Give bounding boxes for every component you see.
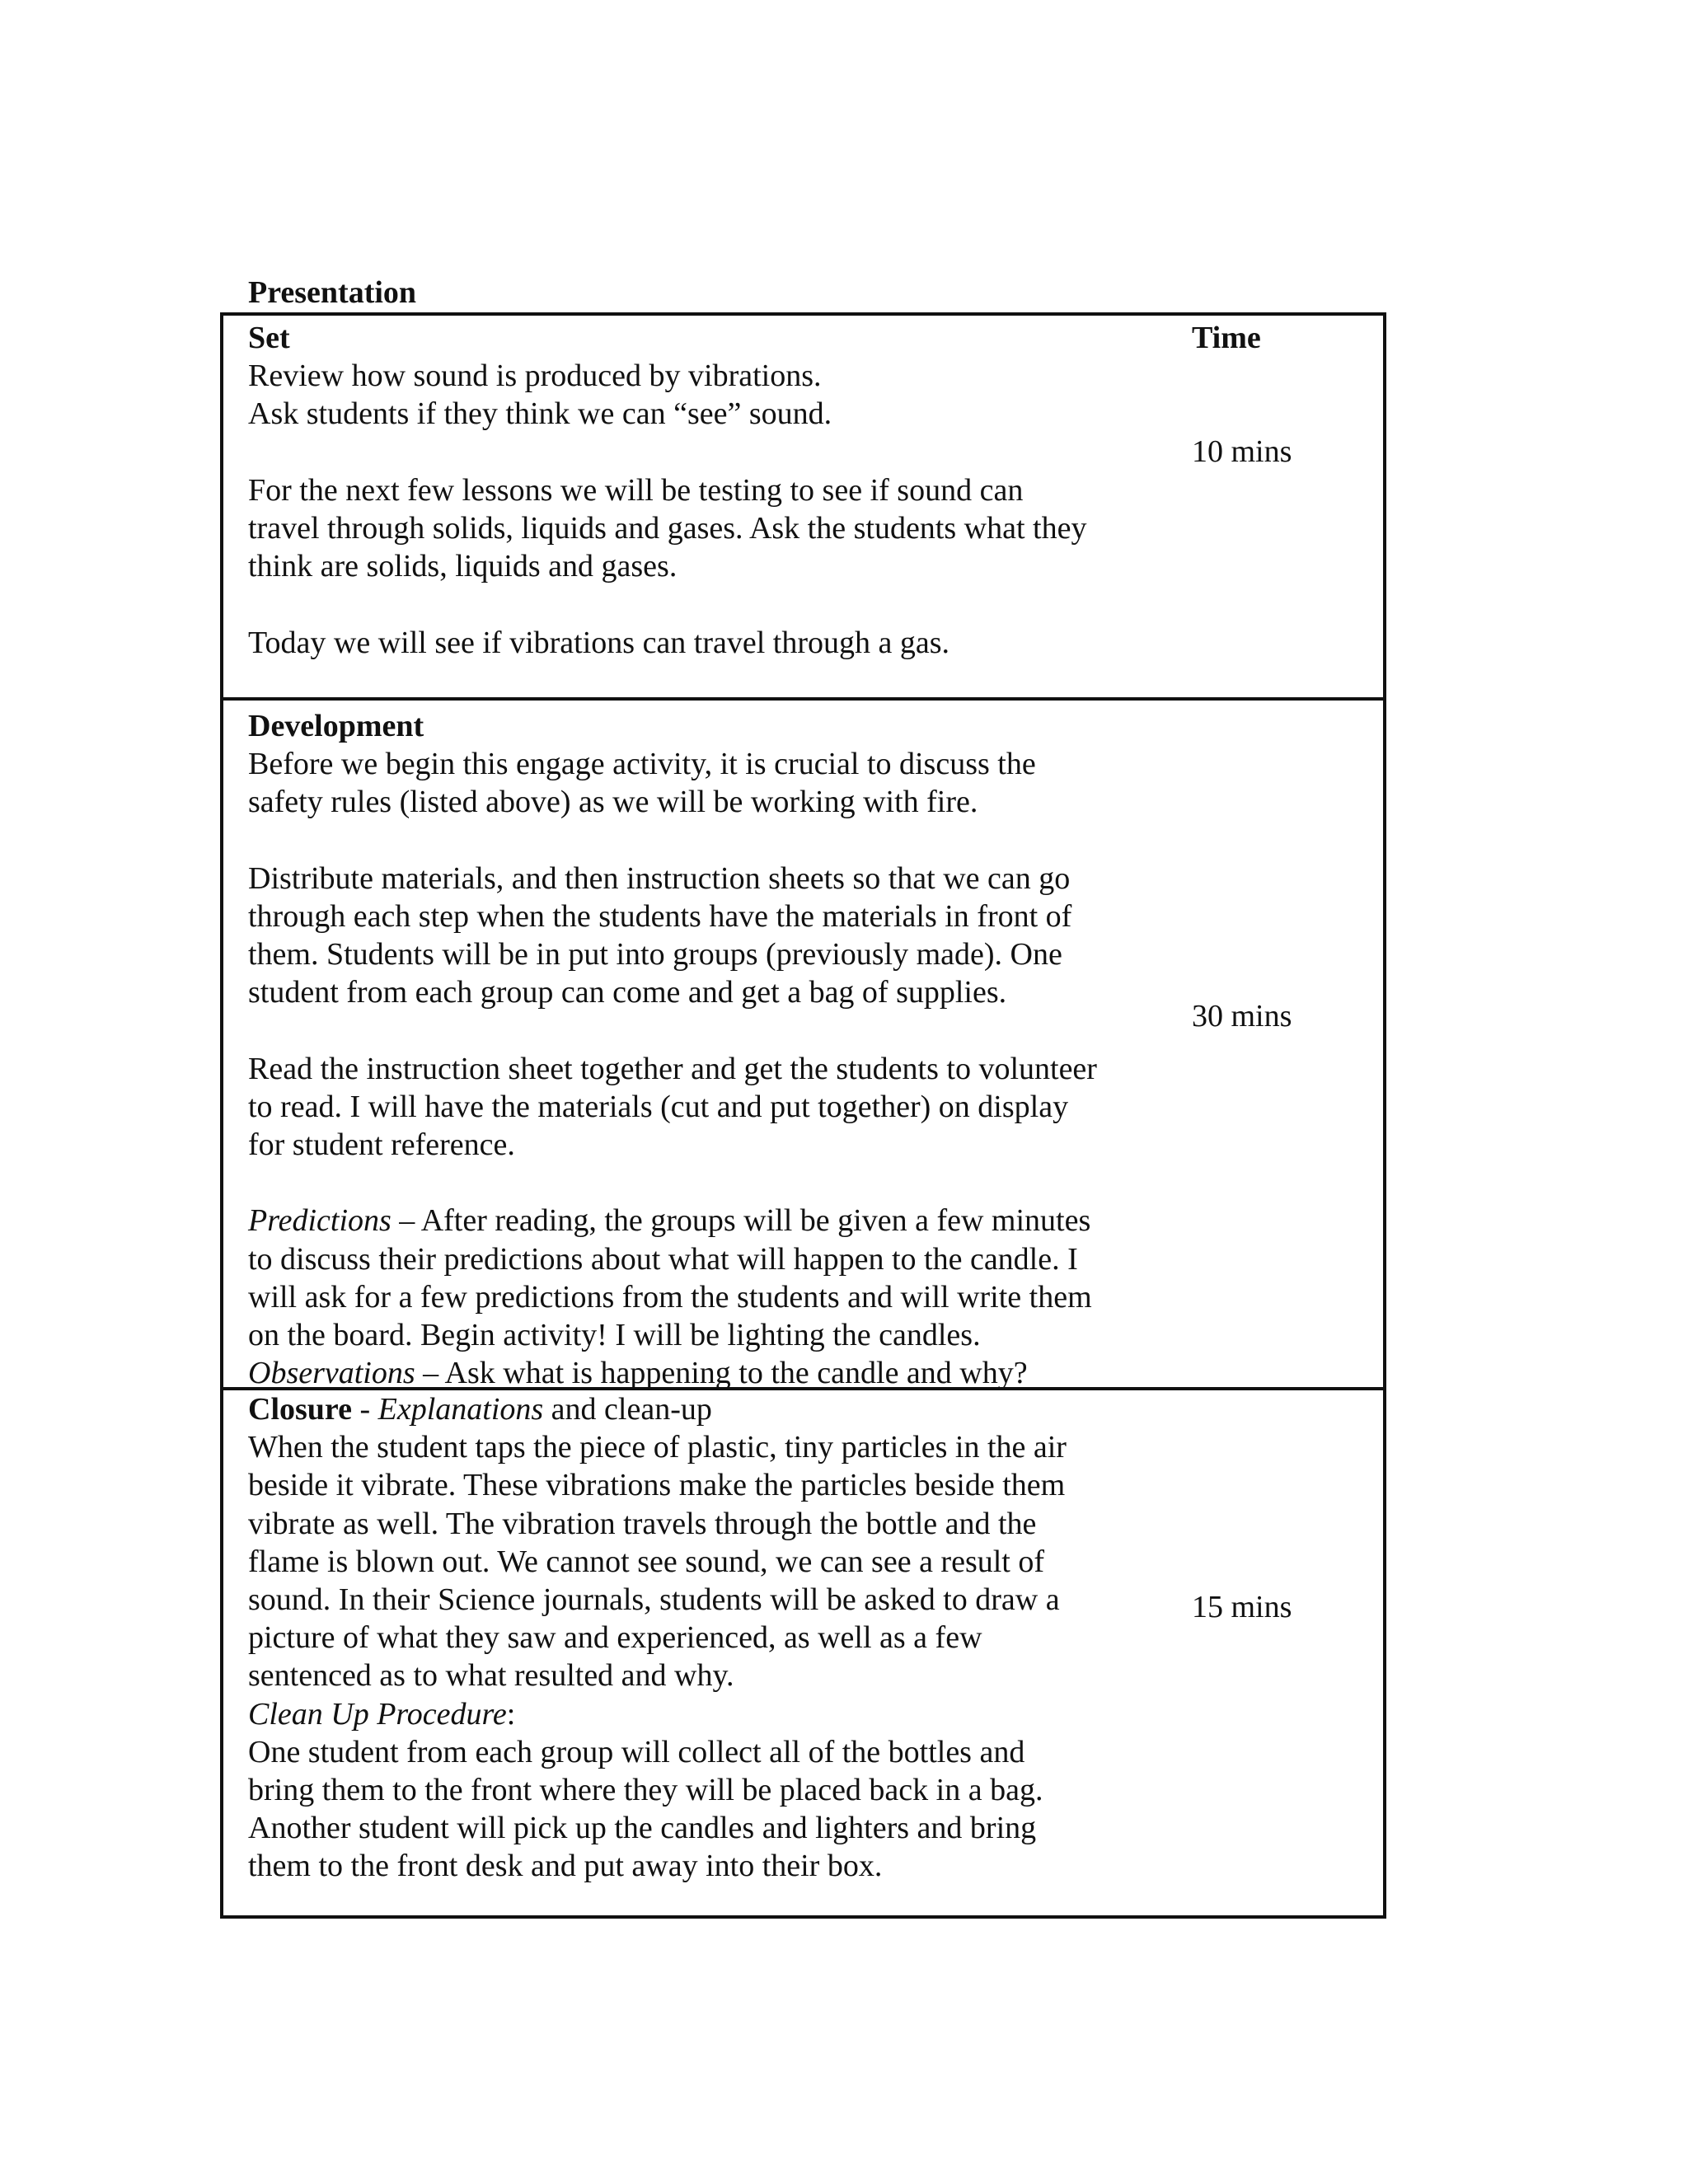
set-time: 10 mins — [1192, 434, 1292, 469]
text-line: sound. In their Science journals, students will be asked to draw a — [248, 1582, 1060, 1617]
text-line: on the board. Begin activity! I will be lighting the candles. — [248, 1318, 981, 1352]
text-line: Today we will see if vibrations can travel through a gas. — [248, 625, 950, 660]
development-description-cell — [248, 707, 1188, 1392]
time-column-header: Time — [1192, 321, 1261, 355]
cleanup-label: Clean Up Procedure — [248, 1696, 507, 1732]
cleanup-colon: : — [506, 1696, 516, 1732]
blank-line — [248, 822, 1188, 860]
closure-title-rest: and clean-up — [543, 1392, 712, 1427]
observations-line — [248, 1354, 1188, 1392]
set-description-cell — [248, 319, 1188, 662]
predictions-line — [248, 1202, 1188, 1240]
text-line: When the student taps the piece of plastic, tiny particles in the air — [248, 1430, 1067, 1465]
text-line: Another student will pick up the candles and lighters and bring — [248, 1811, 1037, 1846]
predictions-label: Predictions — [248, 1203, 392, 1239]
text-line: through each step when the students have the materials in front of — [248, 898, 1072, 934]
text-line: bring them to the front where they will be placed back in a bag. — [248, 1772, 1043, 1807]
closure-title-separator: - — [351, 1392, 378, 1427]
set-row — [223, 316, 1383, 701]
closure-title: Closure — [248, 1392, 352, 1427]
development-title: Development — [248, 709, 424, 743]
text-line: to read. I will have the materials (cut and put together) on display — [248, 1089, 1069, 1124]
blank-line — [248, 1164, 1188, 1202]
text-line: One student from each group will collect all of the bottles and — [248, 1734, 1025, 1769]
page-heading: Presentation — [248, 275, 417, 310]
development-time: 30 mins — [1192, 999, 1292, 1033]
text-line: think are solids, liquids and gases. — [248, 549, 678, 584]
closure-description-cell — [248, 1390, 1188, 1885]
lesson-plan-table — [220, 312, 1386, 1919]
cleanup-heading — [248, 1695, 1188, 1733]
explanations-label: Explanations — [377, 1392, 544, 1427]
text-line: Read the instruction sheet together and get the students to volunteer — [248, 1051, 1097, 1086]
text-line: picture of what they saw and experienced, as well as a few — [248, 1620, 982, 1656]
text-line: safety rules (listed above) as we will be working with fire. — [248, 785, 978, 820]
text-line: Before we begin this engage activity, it is crucial to discuss the — [248, 747, 1036, 782]
closure-row — [223, 1390, 1383, 1919]
text-line: beside it vibrate. These vibrations make the particles beside them — [248, 1468, 1066, 1503]
text-line: For the next few lessons we will be testing to see if sound can — [248, 472, 1024, 508]
text-line: flame is blown out. We cannot see sound, we can see a result of — [248, 1544, 1045, 1579]
observations-label: Observations — [248, 1356, 415, 1391]
text-line: them. Students will be in put into groups (previously made). One — [248, 937, 1062, 972]
predictions-text: – After reading, the groups will be given a few minutes — [391, 1203, 1091, 1239]
closure-heading — [248, 1390, 1188, 1428]
text-line: vibrate as well. The vibration travels through the bottle and the — [248, 1506, 1037, 1541]
development-row — [223, 701, 1383, 1390]
closure-time: 15 mins — [1192, 1590, 1292, 1624]
text-line: student from each group can come and get a bag of supplies. — [248, 975, 1007, 1010]
observations-text: – Ask what is happening to the candle and why? — [415, 1356, 1028, 1391]
blank-line — [248, 1012, 1188, 1050]
text-line: for student reference. — [248, 1127, 515, 1163]
blank-line — [248, 434, 1188, 471]
text-line: Review how sound is produced by vibrations. — [248, 359, 822, 394]
text-line: travel through solids, liquids and gases. Ask the students what they — [248, 510, 1087, 546]
blank-line — [248, 585, 1188, 623]
set-title: Set — [248, 321, 290, 355]
text-line: them to the front desk and put away into their box. — [248, 1849, 883, 1884]
text-line: will ask for a few predictions from the students and will write them — [248, 1279, 1092, 1315]
text-line: to discuss their predictions about what will happen to the candle. I — [248, 1241, 1078, 1277]
text-line: Ask students if they think we can “see” sound. — [248, 396, 832, 432]
text-line: sentenced as to what resulted and why. — [248, 1658, 734, 1694]
text-line: Distribute materials, and then instruction sheets so that we can go — [248, 860, 1071, 896]
